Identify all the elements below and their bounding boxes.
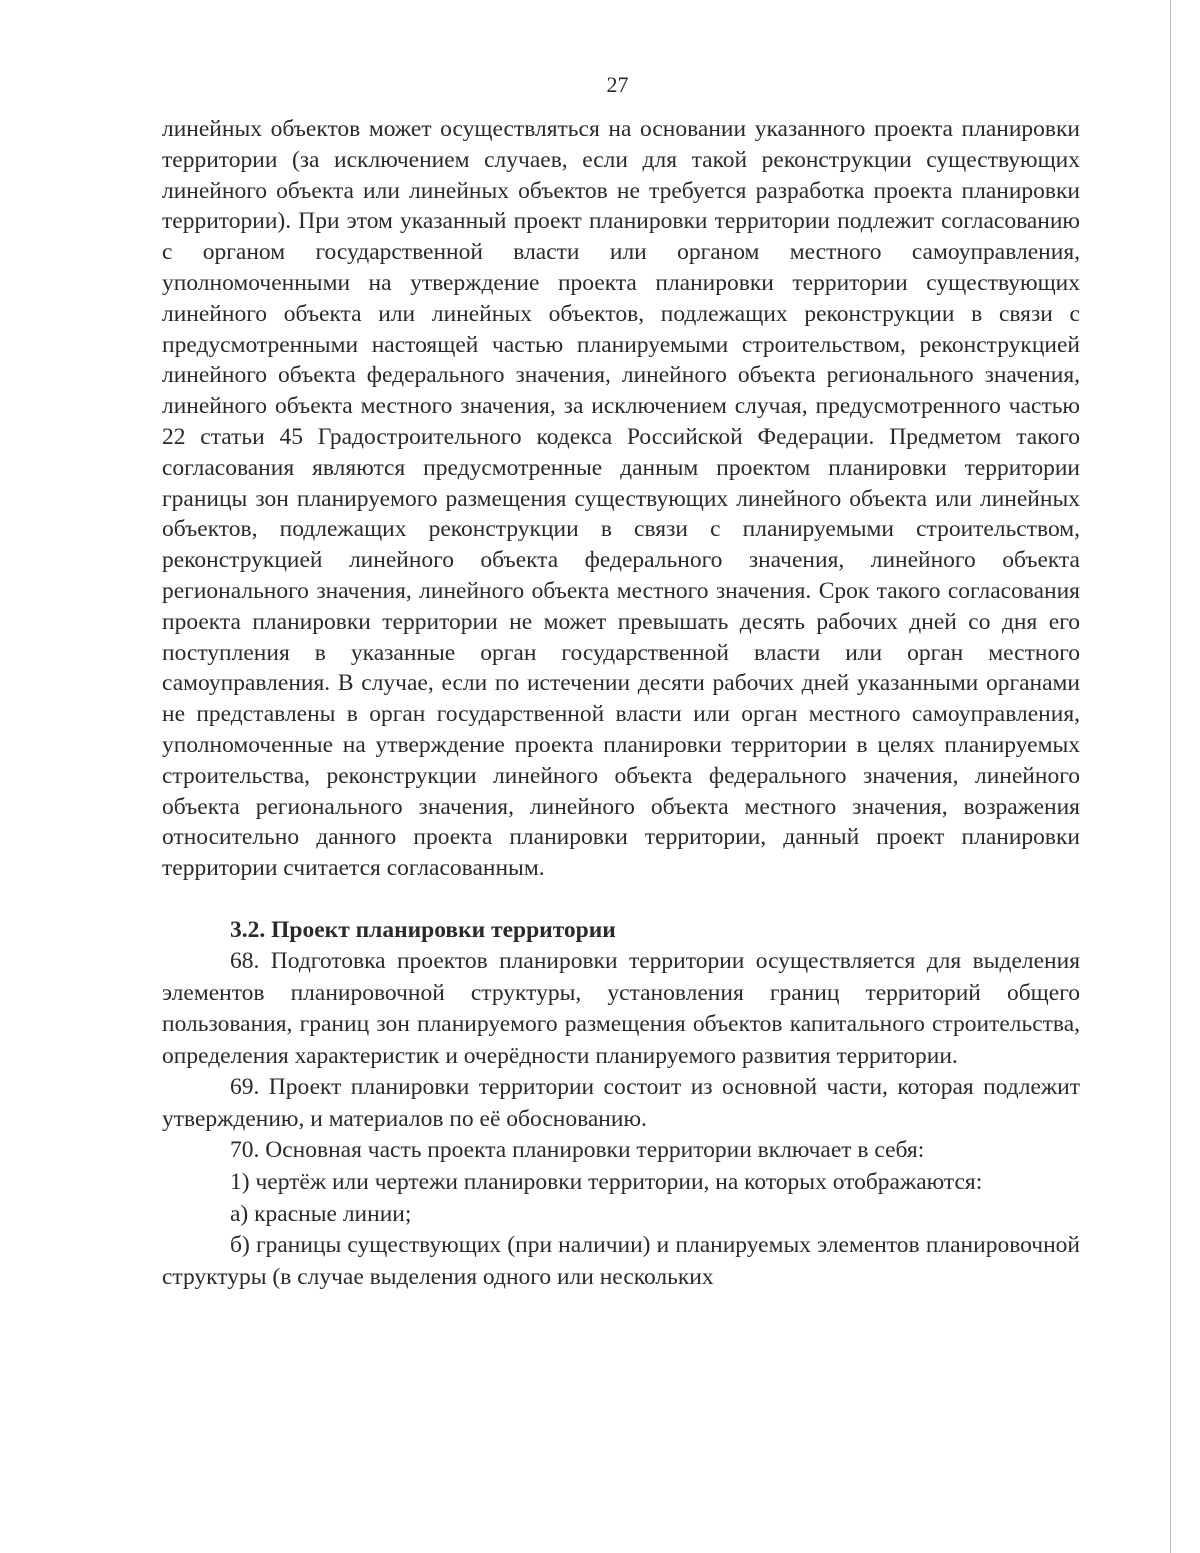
list-item-b: б) границы существующих (при наличии) и планируемых элементов планировочной структуры (в случае выделения одного или нескольких (162, 1232, 1080, 1290)
continuation-paragraph: линейных объектов может осуществляться на основании указанного проекта планировки территории (за исключением случаев, если для такой реконструкции существующих линейного объекта или линейных объектов не требуется разработка проекта планировки территории). При этом указанный проект планировки территории подлежит согласованию с органом государственной власти или органом местного самоуправления, уполномоченными на утверждение проекта планировки территории существующих линейного объекта или линейных объектов, подлежащих реконструкции в связи с предусмотренными настоящей частью планируемыми строительством, реконструкцией линейного объекта федерального значения, линейного объекта регионального значения, линейного объекта местного значения, за исключением случая, предусмотренного частью 22 статьи 45 Градостроительного кодекса Российской Федерации. Предметом такого согласования являются предусмотренные данным проектом планировки территории границы зон планируемого размещения существующих линейного объекта или линейных объектов, подлежащих реконструкции в связи с планируемыми строительством, реконструкцией линейного объекта федерального значения, линейного объекта регионального значения, линейного объекта местного значения. Срок такого согласования проекта планировки территории не может превышать десять рабочих дней со дня его поступления в указанные орган государственной власти или орган местного самоуправления. В случае, если по истечении десяти рабочих дней указанными органами не представлены в орган государственной власти или орган местного самоуправления, уполномоченные на утверждение проекта планировки территории в целях планируемых строительства, реконструкции линейного объекта федерального значения, линейного объекта регионального значения, линейного объекта местного значения, возражения относительно данного проекта планировки территории, данный проект планировки территории считается согласованным. (162, 116, 1080, 882)
paragraph-68: 68. Подготовка проектов планировки территории осуществляется для выделения элементов планировочной структуры, установления границ территорий общего пользования, границ зон планируемого размещения объектов капитального строительства, определения характеристик и очерёдности планируемого развития территории. (162, 947, 1080, 1069)
paragraph-69: 69. Проект планировки территории состоит из основной части, которая подлежит утверждению, и материалов по её обоснованию. (162, 1074, 1080, 1132)
section-heading: 3.2. Проект планировки территории (230, 916, 616, 943)
list-item-1: 1) чертёж или чертежи планировки территории, на которых отображаются: (230, 1169, 983, 1196)
page-content (162, 114, 1080, 1293)
paragraph-70: 70. Основная часть проекта планировки территории включает в себя: (230, 1137, 925, 1164)
scan-edge-line (1170, 0, 1171, 1553)
list-item-a: а) красные линии; (230, 1200, 412, 1227)
page-number: 27 (606, 72, 629, 97)
